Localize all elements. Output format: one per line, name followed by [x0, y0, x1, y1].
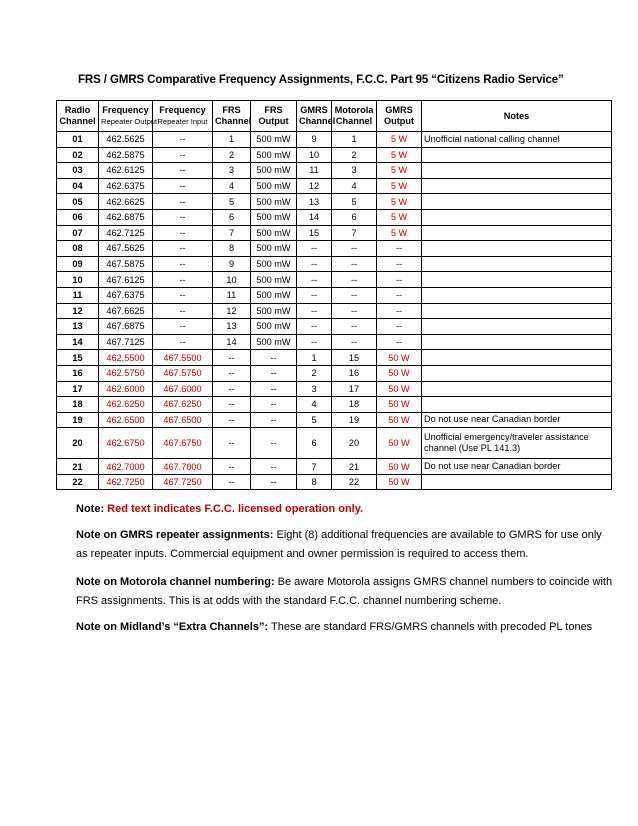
cell-frequency-output: 462.6875	[99, 209, 153, 225]
cell-frs-channel: --	[213, 350, 251, 366]
cell-gmrs-channel: 7	[297, 459, 332, 475]
cell-notes	[422, 178, 612, 194]
note-red-lead: Note:	[76, 503, 105, 515]
cell-motorola-channel: 19	[332, 412, 377, 428]
cell-frs-channel: 2	[213, 147, 251, 163]
cell-frequency-output: 462.5500	[99, 350, 153, 366]
cell-frs-output: --	[251, 428, 297, 459]
cell-radio-channel: 12	[57, 303, 99, 319]
cell-motorola-channel: 18	[332, 397, 377, 413]
cell-notes	[422, 287, 612, 303]
cell-radio-channel: 11	[57, 287, 99, 303]
cell-frequency-output: 462.5875	[99, 147, 153, 163]
cell-frs-channel: --	[213, 381, 251, 397]
cell-frs-channel: 12	[213, 303, 251, 319]
header-radio-channel: Radio Channel	[57, 101, 99, 132]
table-row	[57, 428, 612, 459]
cell-frs-output: 500 mW	[251, 209, 297, 225]
cell-radio-channel: 09	[57, 256, 99, 272]
cell-gmrs-output: --	[377, 272, 422, 288]
cell-gmrs-channel: --	[297, 319, 332, 335]
cell-notes	[422, 163, 612, 179]
cell-gmrs-channel: 9	[297, 132, 332, 148]
cell-motorola-channel: 4	[332, 178, 377, 194]
cell-notes	[422, 256, 612, 272]
cell-radio-channel: 21	[57, 459, 99, 475]
cell-frequency-output: 462.6125	[99, 163, 153, 179]
table-header-row	[57, 101, 612, 132]
cell-frequency-input: 467.5750	[153, 365, 213, 381]
header-gmrs-channel: GMRS Channel	[297, 101, 332, 132]
table-row	[57, 397, 612, 413]
cell-frs-channel: 11	[213, 287, 251, 303]
cell-gmrs-output: --	[377, 303, 422, 319]
cell-gmrs-channel: 11	[297, 163, 332, 179]
cell-frequency-input: --	[153, 132, 213, 148]
header-gmrs-output: GMRS Output	[377, 101, 422, 132]
cell-gmrs-channel: 14	[297, 209, 332, 225]
cell-notes	[422, 194, 612, 210]
cell-frs-output: 500 mW	[251, 256, 297, 272]
table-row	[57, 365, 612, 381]
cell-radio-channel: 22	[57, 474, 99, 490]
cell-frs-channel: 6	[213, 209, 251, 225]
table-row	[57, 334, 612, 350]
cell-frs-channel: 7	[213, 225, 251, 241]
cell-gmrs-channel: 13	[297, 194, 332, 210]
cell-motorola-channel: 20	[332, 428, 377, 459]
cell-frequency-output: 462.7125	[99, 225, 153, 241]
cell-frequency-input: --	[153, 256, 213, 272]
cell-notes	[422, 272, 612, 288]
cell-gmrs-output: 50 W	[377, 474, 422, 490]
cell-frequency-input: 467.6250	[153, 397, 213, 413]
table-row	[57, 272, 612, 288]
cell-gmrs-channel: --	[297, 334, 332, 350]
cell-motorola-channel: 17	[332, 381, 377, 397]
cell-motorola-channel: --	[332, 319, 377, 335]
cell-gmrs-channel: 10	[297, 147, 332, 163]
cell-gmrs-output: --	[377, 319, 422, 335]
table-row	[57, 147, 612, 163]
cell-gmrs-output: 5 W	[377, 194, 422, 210]
cell-frs-channel: 13	[213, 319, 251, 335]
cell-frs-channel: --	[213, 412, 251, 428]
cell-frequency-input: 467.7250	[153, 474, 213, 490]
note-repeater-lead: Note on GMRS repeater assignments:	[76, 529, 274, 541]
cell-frequency-output: 467.5625	[99, 241, 153, 257]
cell-radio-channel: 18	[57, 397, 99, 413]
cell-gmrs-channel: 6	[297, 428, 332, 459]
cell-gmrs-output: 5 W	[377, 209, 422, 225]
cell-frequency-output: 467.5875	[99, 256, 153, 272]
cell-motorola-channel: 3	[332, 163, 377, 179]
cell-frs-channel: 10	[213, 272, 251, 288]
table-row	[57, 241, 612, 257]
cell-motorola-channel: --	[332, 287, 377, 303]
cell-frequency-input: --	[153, 272, 213, 288]
cell-gmrs-output: --	[377, 241, 422, 257]
cell-frequency-input: 467.6750	[153, 428, 213, 459]
header-frequency-input: Frequency Repeater Input	[153, 101, 213, 132]
cell-notes	[422, 350, 612, 366]
cell-motorola-channel: 15	[332, 350, 377, 366]
table-row	[57, 209, 612, 225]
cell-frs-output: 500 mW	[251, 132, 297, 148]
table-row	[57, 287, 612, 303]
cell-frequency-output: 467.6625	[99, 303, 153, 319]
cell-radio-channel: 02	[57, 147, 99, 163]
cell-radio-channel: 19	[57, 412, 99, 428]
cell-radio-channel: 08	[57, 241, 99, 257]
cell-frequency-output: 467.6125	[99, 272, 153, 288]
cell-frs-channel: 5	[213, 194, 251, 210]
cell-frequency-input: --	[153, 209, 213, 225]
cell-frequency-output: 462.6375	[99, 178, 153, 194]
cell-notes	[422, 241, 612, 257]
cell-frequency-input: --	[153, 194, 213, 210]
cell-gmrs-channel: 4	[297, 397, 332, 413]
header-frequency-output: Frequency Repeater Output	[99, 101, 153, 132]
cell-radio-channel: 05	[57, 194, 99, 210]
cell-frequency-output: 462.6500	[99, 412, 153, 428]
cell-gmrs-channel: 8	[297, 474, 332, 490]
table-row	[57, 225, 612, 241]
cell-motorola-channel: 2	[332, 147, 377, 163]
cell-frs-channel: --	[213, 397, 251, 413]
cell-frs-output: 500 mW	[251, 163, 297, 179]
cell-frequency-output: 462.5750	[99, 365, 153, 381]
cell-radio-channel: 20	[57, 428, 99, 459]
cell-frs-channel: 3	[213, 163, 251, 179]
note-motorola-numbering	[76, 573, 616, 611]
cell-frs-output: --	[251, 381, 297, 397]
cell-frequency-input: --	[153, 241, 213, 257]
cell-notes: Unofficial national calling channel	[422, 132, 612, 148]
note-midland-lead: Note on Midland’s “Extra Channels”:	[76, 621, 269, 633]
cell-frs-channel: --	[213, 459, 251, 475]
header-notes: Notes	[422, 101, 612, 132]
cell-frs-channel: --	[213, 365, 251, 381]
table-row	[57, 132, 612, 148]
note-repeater-text: Eight (8) additional frequencies are available to GMRS for use only as repeater inputs. Commercial equipment and owner permission is required to access them.	[76, 529, 602, 560]
cell-frequency-input: --	[153, 287, 213, 303]
note-red-text-body: Red text indicates F.C.C. licensed operation only.	[107, 503, 364, 515]
cell-notes	[422, 209, 612, 225]
cell-motorola-channel: 22	[332, 474, 377, 490]
cell-radio-channel: 10	[57, 272, 99, 288]
cell-notes	[422, 381, 612, 397]
cell-motorola-channel: 5	[332, 194, 377, 210]
cell-gmrs-channel: 1	[297, 350, 332, 366]
header-frs-channel: FRS Channel	[213, 101, 251, 132]
cell-frs-output: 500 mW	[251, 287, 297, 303]
table-row	[57, 459, 612, 475]
table-row	[57, 319, 612, 335]
cell-gmrs-output: 50 W	[377, 412, 422, 428]
cell-gmrs-output: 5 W	[377, 147, 422, 163]
cell-gmrs-channel: 12	[297, 178, 332, 194]
cell-notes	[422, 474, 612, 490]
cell-gmrs-output: 50 W	[377, 350, 422, 366]
table-row	[57, 412, 612, 428]
cell-frequency-output: 462.6750	[99, 428, 153, 459]
cell-frs-output: --	[251, 350, 297, 366]
cell-gmrs-channel: 2	[297, 365, 332, 381]
cell-frs-channel: 8	[213, 241, 251, 257]
cell-frequency-input: 467.7000	[153, 459, 213, 475]
cell-frs-output: 500 mW	[251, 272, 297, 288]
cell-frequency-output: 467.7125	[99, 334, 153, 350]
cell-gmrs-output: 5 W	[377, 163, 422, 179]
cell-frs-output: --	[251, 474, 297, 490]
table-row	[57, 178, 612, 194]
cell-notes	[422, 319, 612, 335]
cell-radio-channel: 16	[57, 365, 99, 381]
cell-notes: Do not use near Canadian border	[422, 412, 612, 428]
cell-frequency-input: --	[153, 303, 213, 319]
cell-gmrs-output: 5 W	[377, 132, 422, 148]
cell-gmrs-output: --	[377, 334, 422, 350]
cell-frequency-input: --	[153, 334, 213, 350]
cell-notes	[422, 365, 612, 381]
cell-frs-output: --	[251, 412, 297, 428]
cell-radio-channel: 17	[57, 381, 99, 397]
note-motorola-text: Be aware Motorola assigns GMRS channel numbers to coincide with FRS assignments. This is at odds with the standard F.C.C. channel numbering scheme.	[76, 576, 613, 607]
cell-motorola-channel: --	[332, 241, 377, 257]
cell-frs-output: 500 mW	[251, 178, 297, 194]
cell-gmrs-channel: --	[297, 272, 332, 288]
table-row	[57, 194, 612, 210]
cell-motorola-channel: --	[332, 303, 377, 319]
cell-frequency-input: 467.6500	[153, 412, 213, 428]
cell-frequency-input: --	[153, 319, 213, 335]
cell-gmrs-channel: --	[297, 287, 332, 303]
cell-frs-channel: --	[213, 428, 251, 459]
cell-gmrs-output: 50 W	[377, 397, 422, 413]
cell-frequency-output: 462.7250	[99, 474, 153, 490]
cell-notes: Unofficial emergency/traveler assistance channel (Use PL 141.3)	[422, 428, 612, 459]
cell-notes	[422, 303, 612, 319]
cell-radio-channel: 15	[57, 350, 99, 366]
table-row	[57, 256, 612, 272]
note-midland-channels	[76, 618, 616, 637]
cell-frs-output: --	[251, 397, 297, 413]
cell-frs-output: 500 mW	[251, 303, 297, 319]
cell-gmrs-output: 50 W	[377, 459, 422, 475]
cell-frs-channel: 9	[213, 256, 251, 272]
cell-motorola-channel: 21	[332, 459, 377, 475]
cell-frequency-output: 462.6625	[99, 194, 153, 210]
cell-notes	[422, 225, 612, 241]
cell-frequency-input: --	[153, 225, 213, 241]
cell-radio-channel: 01	[57, 132, 99, 148]
cell-radio-channel: 13	[57, 319, 99, 335]
cell-frs-output: 500 mW	[251, 225, 297, 241]
cell-frequency-output: 462.6000	[99, 381, 153, 397]
cell-frs-output: 500 mW	[251, 241, 297, 257]
cell-gmrs-output: 5 W	[377, 225, 422, 241]
cell-frs-output: 500 mW	[251, 147, 297, 163]
cell-gmrs-channel: 3	[297, 381, 332, 397]
cell-gmrs-output: 50 W	[377, 381, 422, 397]
note-motorola-lead: Note on Motorola channel numbering:	[76, 576, 275, 588]
cell-motorola-channel: 6	[332, 209, 377, 225]
cell-motorola-channel: 7	[332, 225, 377, 241]
cell-frs-channel: 14	[213, 334, 251, 350]
note-red-text	[76, 500, 616, 519]
cell-frequency-output: 462.6250	[99, 397, 153, 413]
cell-frs-channel: --	[213, 474, 251, 490]
cell-gmrs-channel: --	[297, 303, 332, 319]
table-row	[57, 163, 612, 179]
cell-radio-channel: 14	[57, 334, 99, 350]
cell-frs-channel: 4	[213, 178, 251, 194]
cell-notes: Do not use near Canadian border	[422, 459, 612, 475]
cell-gmrs-channel: --	[297, 256, 332, 272]
cell-frequency-input: --	[153, 163, 213, 179]
cell-gmrs-output: 5 W	[377, 178, 422, 194]
cell-frs-output: --	[251, 365, 297, 381]
cell-motorola-channel: 16	[332, 365, 377, 381]
frequency-table	[56, 100, 612, 490]
cell-frs-channel: 1	[213, 132, 251, 148]
cell-frequency-input: --	[153, 147, 213, 163]
cell-frequency-output: 467.6875	[99, 319, 153, 335]
cell-notes	[422, 147, 612, 163]
note-midland-text: These are standard FRS/GMRS channels with precoded PL tones	[268, 621, 593, 633]
cell-motorola-channel: --	[332, 256, 377, 272]
cell-radio-channel: 06	[57, 209, 99, 225]
cell-frequency-output: 462.7000	[99, 459, 153, 475]
cell-frequency-input: 467.5500	[153, 350, 213, 366]
cell-notes	[422, 334, 612, 350]
table-row	[57, 381, 612, 397]
page-title: FRS / GMRS Comparative Frequency Assignments, F.C.C. Part 95 “Citizens Radio Service”	[78, 74, 564, 86]
cell-motorola-channel: --	[332, 334, 377, 350]
table-row	[57, 303, 612, 319]
cell-radio-channel: 07	[57, 225, 99, 241]
cell-frs-output: 500 mW	[251, 319, 297, 335]
cell-motorola-channel: 1	[332, 132, 377, 148]
cell-frequency-output: 467.6375	[99, 287, 153, 303]
header-motorola-channel: Motorola Channel	[332, 101, 377, 132]
cell-frequency-input: --	[153, 178, 213, 194]
table-row	[57, 474, 612, 490]
cell-frequency-input: 467.6000	[153, 381, 213, 397]
cell-frs-output: 500 mW	[251, 194, 297, 210]
cell-gmrs-channel: --	[297, 241, 332, 257]
cell-frequency-output: 462.5625	[99, 132, 153, 148]
cell-motorola-channel: --	[332, 272, 377, 288]
cell-gmrs-output: 50 W	[377, 365, 422, 381]
cell-radio-channel: 04	[57, 178, 99, 194]
cell-frs-output: 500 mW	[251, 334, 297, 350]
header-frs-output: FRS Output	[251, 101, 297, 132]
cell-notes	[422, 397, 612, 413]
cell-gmrs-channel: 5	[297, 412, 332, 428]
cell-gmrs-channel: 15	[297, 225, 332, 241]
cell-gmrs-output: 50 W	[377, 428, 422, 459]
cell-gmrs-output: --	[377, 256, 422, 272]
note-gmrs-repeater	[76, 526, 616, 564]
table-row	[57, 350, 612, 366]
cell-radio-channel: 03	[57, 163, 99, 179]
cell-gmrs-output: --	[377, 287, 422, 303]
cell-frs-output: --	[251, 459, 297, 475]
